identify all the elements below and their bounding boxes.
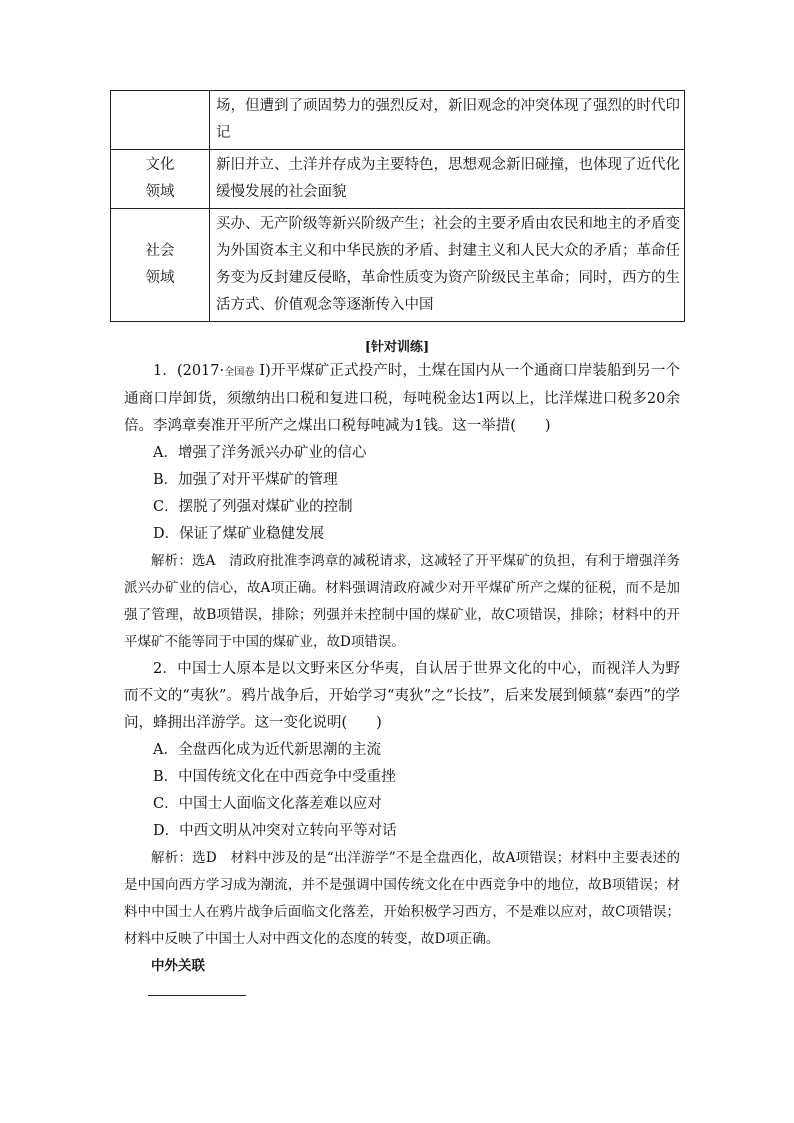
- row-label-line: 领域: [145, 184, 175, 200]
- row-label-line: 领域: [145, 270, 175, 286]
- question-1-option: D．保证了煤矿业稳健发展: [153, 526, 325, 542]
- question-1-option: A．增强了洋务派兴办矿业的信心: [153, 445, 367, 461]
- question-1-prefix: 1．(2017·: [153, 363, 225, 379]
- row-content: 场，但遭到了顽固势力的强烈反对，新旧观念的冲突体现了强烈的时代印记: [210, 91, 685, 150]
- question-2-option: A．全盘西化成为近代新思潮的主流: [153, 742, 381, 758]
- row-content: 买办、无产阶级等新兴阶级产生；社会的主要矛盾由农民和地主的矛盾变为外国资本主义和中华民族的矛盾、封建主义和人民大众的矛盾；革命任务变为反封建反侵略，革命性质变为资产阶级民主革命；同时，西方的生活方式、价值观念等逐渐传入中国: [210, 209, 685, 322]
- related-heading: 中外关联: [151, 958, 205, 974]
- question-2-analysis: 解析：选D 材料中涉及的是“出洋游学”不是全盘西化，故A项错误；材料中主要表述的是中国向西方学习成为潮流，并不是强调中国传统文化在中西竞争中的地位，故B项错误；材料中中国士人在鸦片战争后面临文化落差，开始积极学习西方，不是难以应对，故C项错误；材料中反映了中国士人对中西文化的态度的转变，故D项正确。: [124, 850, 680, 947]
- row-label: [111, 150, 210, 209]
- summary-table: [110, 90, 685, 322]
- question-1-option: B．加强了对开平煤矿的管理: [153, 472, 338, 488]
- row-label-line: 社会: [145, 243, 175, 259]
- question-1-analysis: 解析：选A 清政府批准李鸿章的减税请求，这减轻了开平煤矿的负担，有利于增强洋务派兴办矿业的信心，故A项正确。材料强调清政府减少对开平煤矿所产之煤的征税，而不是加强了管理，故B项错误，排除；列强并未控制中国的煤矿业，故C项错误，排除；材料中的开平煤矿不能等同于中国的煤矿业，故D项错误。: [124, 553, 680, 650]
- table-row: [111, 150, 685, 209]
- question-1-source: 全国卷: [224, 367, 255, 378]
- row-label: [111, 91, 210, 150]
- row-content: 新旧并立、土洋并存成为主要特色，思想观念新旧碰撞，也体现了近代化缓慢发展的社会面貌: [210, 150, 685, 209]
- question-2-stem: 2．中国士人原本是以文野来区分华夷，自认居于世界文化的中心，而视洋人为野而不文的“夷狄”。鸦片战争后，开始学习“夷狄”之“长技”，后来发展到倾慕“泰西”的学问，蜂拥出洋游学。这一变化说明( ): [124, 661, 680, 731]
- question-2-option: C．中国士人面临文化落差难以应对: [153, 796, 382, 812]
- table-row: [111, 209, 685, 322]
- question-1-text: Ⅰ)开平煤矿正式投产时，土煤在国内从一个通商口岸装船到另一个通商口岸卸货，须缴纳出口税和复进口税，每吨税金达1两以上，比洋煤进口税多20余倍。李鸿章奏准开平所产之煤出口税每吨减为1钱。这一举措( ): [124, 363, 680, 434]
- question-1-option: C．摆脱了列强对煤矿业的控制: [153, 499, 353, 515]
- section-title: [针对训练]: [364, 340, 430, 355]
- questions: [124, 358, 680, 980]
- question-2-option: D．中西文明从冲突对立转向平等对话: [153, 823, 397, 839]
- row-label-line: 文化: [145, 157, 175, 173]
- table-row: [111, 91, 685, 150]
- heading-underline: [148, 995, 246, 996]
- question-2-option: B．中国传统文化在中西竞争中受重挫: [153, 769, 396, 785]
- row-label: [111, 209, 210, 322]
- question-1-stem: [124, 358, 680, 440]
